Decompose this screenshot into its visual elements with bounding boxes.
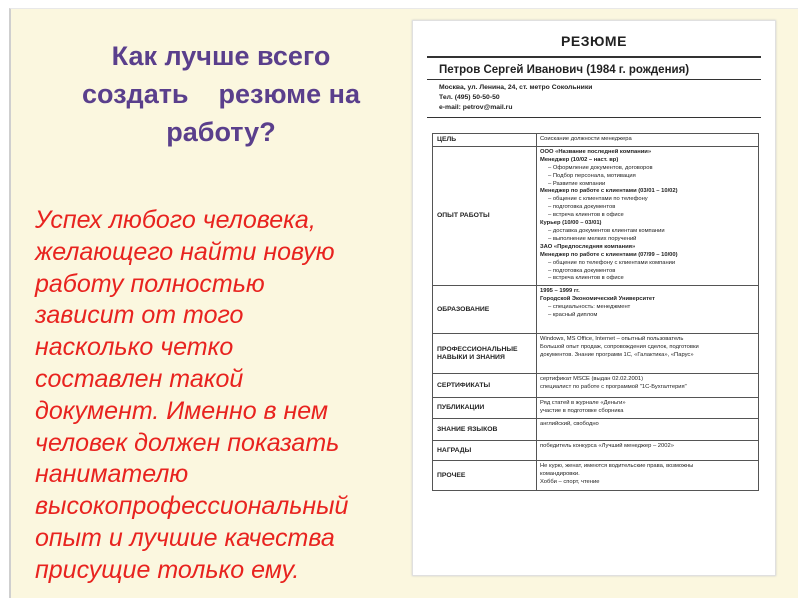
resume-name: Петров Сергей Иванович (1984 г. рождения)	[439, 64, 690, 76]
resume-document-image	[412, 20, 776, 576]
resume-row-line: Хобби – спорт, чтение	[540, 478, 600, 485]
resume-phone: Тел. (495) 50-50-50	[439, 94, 500, 101]
resume-row-content	[537, 419, 759, 441]
resume-row-line: – выполнение мелких поручений	[548, 235, 637, 242]
resume-row-content	[537, 134, 759, 147]
resume-row-line: – Оформление документов, договоров	[548, 164, 653, 171]
resume-row-line: – общение с клиентами по телефону	[548, 196, 648, 203]
resume-name-rule	[427, 79, 761, 80]
resume-row-line: английский, свободно	[540, 421, 599, 428]
resume-row-line: Курьер (10/00 – 03/01)	[540, 220, 602, 227]
resume-row-label: ОБРАЗОВАНИЕ	[433, 286, 537, 334]
resume-row-line: – подготовка документов	[548, 204, 616, 211]
body-line: зависит от того	[35, 301, 244, 330]
resume-row-content	[537, 398, 759, 419]
body-line: высокопрофессиональный	[35, 492, 349, 521]
resume-row-line: – красный диплом	[548, 312, 598, 319]
resume-heading: РЕЗЮМЕ	[561, 33, 627, 49]
resume-row-label: ОПЫТ РАБОТЫ	[433, 146, 537, 285]
resume-row-label: СЕРТИФИКАТЫ	[433, 374, 537, 398]
resume-row-line: Соискание должности менеджера	[540, 136, 632, 142]
resume-row-line: Менеджер по работе с клиентами (03/01 – 10/02)	[540, 188, 678, 195]
resume-row-label: ПРОФЕССИОНАЛЬНЫЕ НАВЫКИ И ЗНАНИЯ	[433, 334, 537, 374]
resume-row-line: – общение по телефону с клиентами компании	[548, 259, 676, 266]
body-line: составлен такой	[35, 364, 244, 393]
resume-row-line: – встреча клиентов в офисе	[548, 212, 624, 219]
resume-table-row	[433, 134, 759, 147]
resume-table-row	[433, 334, 759, 374]
title-line: Как лучше всего	[111, 41, 331, 71]
resume-table-row	[433, 419, 759, 441]
body-line: желающего найти новую	[35, 237, 335, 266]
resume-row-line: Городской Экономический Университет	[540, 296, 655, 303]
resume-row-line: – встреча клиентов в офисе	[548, 275, 624, 282]
body-line: человек должен показать	[35, 428, 340, 457]
resume-contact-rule	[427, 117, 761, 118]
resume-row-line: командировки.	[540, 471, 580, 478]
resume-row-line: Windows, MS Office, Internet – опытный пользователь	[540, 336, 684, 343]
resume-row-label: ЦЕЛЬ	[433, 134, 537, 147]
resume-row-line: 1995 – 1999 гг.	[540, 288, 580, 295]
resume-row-line: участие в подготовке сборника	[540, 408, 624, 415]
resume-table-row	[433, 461, 759, 491]
resume-row-line: специалист по работе с программой "1С-Бухгалтерия"	[540, 384, 687, 391]
resume-row-content	[537, 286, 759, 334]
resume-row-label: ЗНАНИЕ ЯЗЫКОВ	[433, 419, 537, 441]
resume-row-label: ПУБЛИКАЦИИ	[433, 398, 537, 419]
resume-row-line: Не курю, женат, имеются водительские права, возможны	[540, 463, 694, 470]
resume-email: e-mail: petrov@mail.ru	[439, 104, 513, 111]
resume-table	[432, 133, 759, 491]
resume-heading-rule	[427, 56, 761, 58]
resume-row-content	[537, 461, 759, 491]
resume-row-line: – специальность: менеджмент	[548, 304, 631, 311]
resume-row-line: ЗАО «Предпоследняя компания»	[540, 243, 636, 250]
resume-row-line: ООО «Название последней компании»	[540, 148, 652, 155]
resume-row-line: Ряд статей в журнале «Деньги»	[540, 400, 626, 407]
body-line: работу полностью	[35, 269, 265, 298]
body-line: насколько четко	[35, 333, 234, 362]
resume-row-label: НАГРАДЫ	[433, 441, 537, 461]
resume-row-content	[537, 334, 759, 374]
resume-row-line: Менеджер по работе с клиентами (07/99 – 10/00)	[540, 251, 678, 258]
slide-title	[41, 37, 401, 151]
resume-table-row	[433, 146, 759, 285]
resume-table-row	[433, 441, 759, 461]
slide-body-text	[35, 205, 415, 587]
resume-row-line: победитель конкурса «Лучший менеджер – 2002»	[540, 443, 674, 450]
body-line: нанимателю	[35, 460, 189, 489]
resume-row-label: ПРОЧЕЕ	[433, 461, 537, 491]
resume-row-line: Большой опыт продаж, сопровождения сделок, подготовки	[540, 344, 699, 351]
title-line: работу?	[166, 117, 276, 147]
resume-row-content	[537, 146, 759, 285]
body-line: присущие только ему.	[35, 555, 300, 584]
resume-table-row	[433, 398, 759, 419]
resume-row-line: – Подбор персонала, мотивация	[548, 172, 636, 179]
resume-row-line: – Развитие компании	[548, 180, 606, 187]
resume-address: Москва, ул. Ленина, 24, ст. метро Сокольники	[439, 84, 593, 91]
resume-row-line: сертификат MSCE (выдан 02.02.2001)	[540, 376, 644, 383]
resume-row-line: документов. Знание программ 1С, «Галактика», «Парус»	[540, 352, 694, 359]
resume-table-row	[433, 286, 759, 334]
resume-row-content	[537, 441, 759, 461]
title-line: создать резюме на	[81, 79, 360, 109]
resume-row-line: – доставка документов клиентам компании	[548, 227, 665, 234]
resume-row-content	[537, 374, 759, 398]
resume-contact	[439, 83, 592, 113]
resume-row-line: – подготовка документов	[548, 267, 616, 274]
resume-table-row	[433, 374, 759, 398]
body-line: опыт и лучшие качества	[35, 523, 335, 552]
resume-row-line: Менеджер (10/02 – наст. вр)	[540, 156, 619, 163]
body-line: документ. Именно в нем	[35, 396, 329, 425]
body-line: Успех любого человека,	[35, 206, 316, 234]
